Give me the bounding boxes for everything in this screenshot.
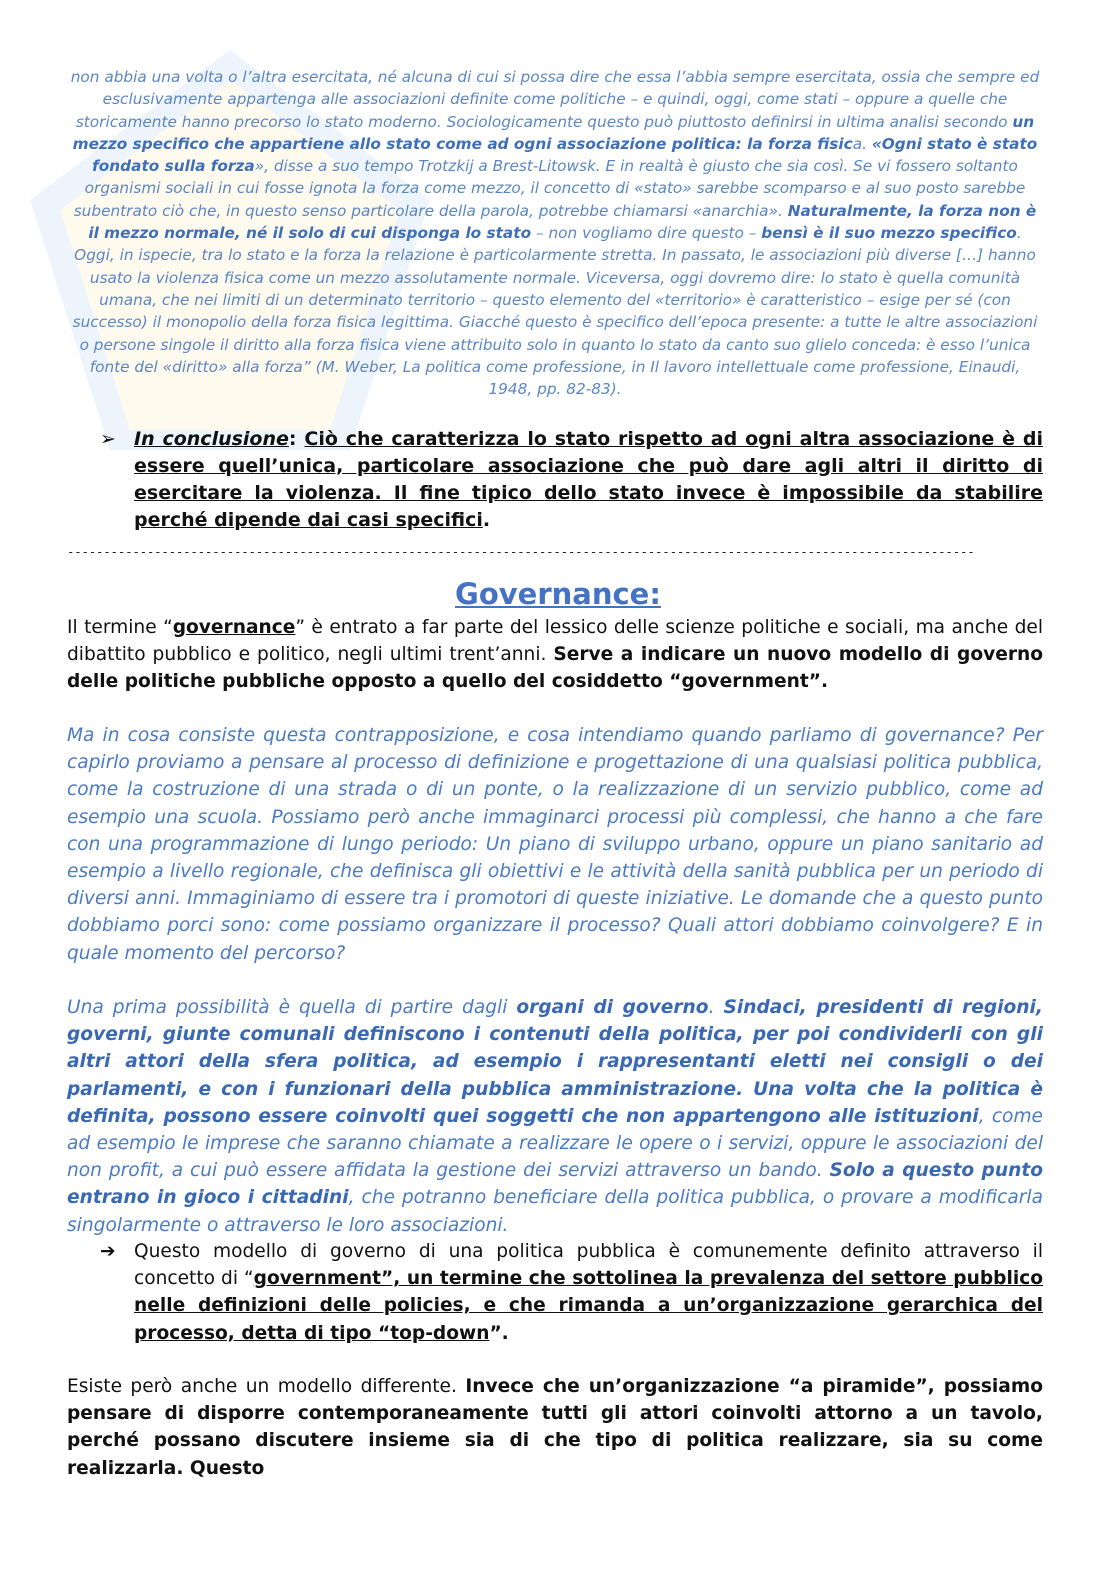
governance-intro-paragraph: Il termine “governance” è entrato a far parte del lessico delle scienze politiche e sociali, ma anche del dibattito pubblico e politico, negli ultimi trent’anni. Serve a indicare un nuovo modello di governo delle politiche pubbliche opposto a quello del cosiddetto “government”. <box>67 617 1044 693</box>
right-arrow-icon: ➔ <box>100 1241 116 1262</box>
alternative-model-paragraph: Esiste però anche un modello differente. Invece che un’organizzazione “a piramide”, possiamo pensare di disporre contemporaneamente tutti gli attori coinvolti attorno a un tavolo, perché possano discutere insieme sia di che tipo di politica realizzare, sia su come realizzarla. Questo <box>67 1376 1044 1479</box>
governance-term: governance <box>172 617 296 638</box>
question-paragraph: Ma in cosa consiste questa contrapposizione, e cosa intendiamo quando parliamo di governance? Per capirlo proviamo a pensare al processo di definizione e progettazione di una qualsiasi politica pubblica, come la costruzione di una strada o di un ponte, o la realizzazione di un servizio pubblico, come ad esempio una scuola. Possiamo però anche immaginarci processi più complessi, che hanno a che fare con una programmazione di lungo periodo: Un piano di sviluppo urbano, oppure un piano sanitario ad esempio a livello regionale, che definisca gli obiettivi e le attività della sanità pubblica per un periodo di diversi anni. Immaginiamo di essere tra i promotori di queste iniziative. Le domande che a questo punto dobbiamo porci sono: come possiamo organizzare il processo? Quali attori dobbiamo coinvolgere? E in quale momento del percorso? <box>67 725 1043 964</box>
conclusion-text: Ciò che caratterizza lo stato rispetto ad ogni altra associazione è di essere quell’unica, particolare associazione che può dare agli altri il diritto di esercitare la violenza. Il fine tipico dello stato invece è impossibile da stabilire perché dipende dai casi specifici <box>134 428 1043 531</box>
government-model-paragraph: Una prima possibilità è quella di partire dagli organi di governo. Sindaci, presidenti di regioni, governi, giunte comunali definiscono i contenuti della politica, per poi condividerli con gli altri attori della sfera politica, ad esempio i rappresentanti eletti nei consigli o dei parlamenti, e con i funzionari della pubblica amministrazione. Una volta che la politica è definita, possono essere coinvolti quei soggetti che non appartengono alle istituzioni, come ad esempio le imprese che saranno chiamate a realizzare le opere o i servizi, oppure le associazioni del non profit, a cui può essere affidata la gestione dei servizi attraverso un bando. Solo a questo punto entrano in gioco i cittadini, che potranno beneficiare della politica pubblica, o provare a modificarla singolarmente o attraverso le loro associazioni. <box>67 997 1043 1236</box>
conclusion-bullet: ➢ In conclusione: Ciò che caratterizza lo stato rispetto ad ogni altra associazione è di essere quell’unica, particolare associazione che può dare agli altri il diritto di esercitare la violenza. Il fine tipico dello stato invece è impossibile da stabilire perché dipende dai casi specifici. <box>100 426 1043 534</box>
section-title: Governance: <box>455 577 661 611</box>
conclusion-label: In conclusione <box>134 428 289 450</box>
weber-quote: non abbia una volta o l’altra esercitata, né alcuna di cui si possa dire che essa l’abbia sempre esercitata, ossia che sempre ed esclusivamente appartenga alle associazioni definite come politiche – e quindi, oggi, come stati – oppure a quelle che storicamente hanno precorso lo stato moderno. Sociologicamente questo può piuttosto definirsi in ultima analisi secondo un mezzo specifico che appartiene allo stato come ad ogni associazione politica: la forza fisica. «Ogni stato è stato fondato sulla forza», disse a suo tempo Trotzkij a Brest-Litowsk. E in realtà è giusto che sia così. Se vi fossero soltanto organismi sociali in cui fosse ignota la forza come mezzo, il concetto di «stato» sarebbe scomparso e al suo posto sarebbe subentrato ciò che, in questo senso particolare della parola, potrebbe chiamarsi «anarchia». Naturalmente, la forza non è il mezzo normale, né il solo di cui disponga lo stato – non vogliamo dire questo – bensì è il suo mezzo specifico. Oggi, in ispecie, tra lo stato e la forza la relazione è particolarmente stretta. In passato, le associazioni più diverse […] hanno usato la violenza fisica come un mezzo assolutamente normale. Viceversa, oggi dovremo dire: lo stato è quella comunità umana, che nei limiti di un determinato territorio – questo elemento del «territorio» è caratteristico – esige per sé (con successo) il monopolio della forza fisica legittima. Giacché questo è specifico dell’epoca presente: a tutte le altre associazioni o persone singole il diritto alla forza fisica viene attribuito solo in quanto lo stato da canto suo glielo conceda: è esso l’unica fonte del «diritto» alla forza” (M. Weber, La politica come professione, in Il lavoro intellettuale come professione, Einaudi, 1948, pp. 82-83). <box>70 68 1040 399</box>
government-definition-bullet: ➔ Questo modello di governo di una politica pubblica è comunemente definito attraverso il concetto di “government”, un termine che sottolinea la prevalenza del settore pubblico nelle definizioni delle policies, e che rimanda a un’organizzazione gerarchica del processo, detta di tipo “top-down”. <box>100 1238 1043 1347</box>
arrow-bullet-icon: ➢ <box>100 428 116 450</box>
government-term: government <box>253 1268 381 1290</box>
section-divider: ----------------------------------------------------------------------------------------------------------------------------- <box>67 544 975 559</box>
